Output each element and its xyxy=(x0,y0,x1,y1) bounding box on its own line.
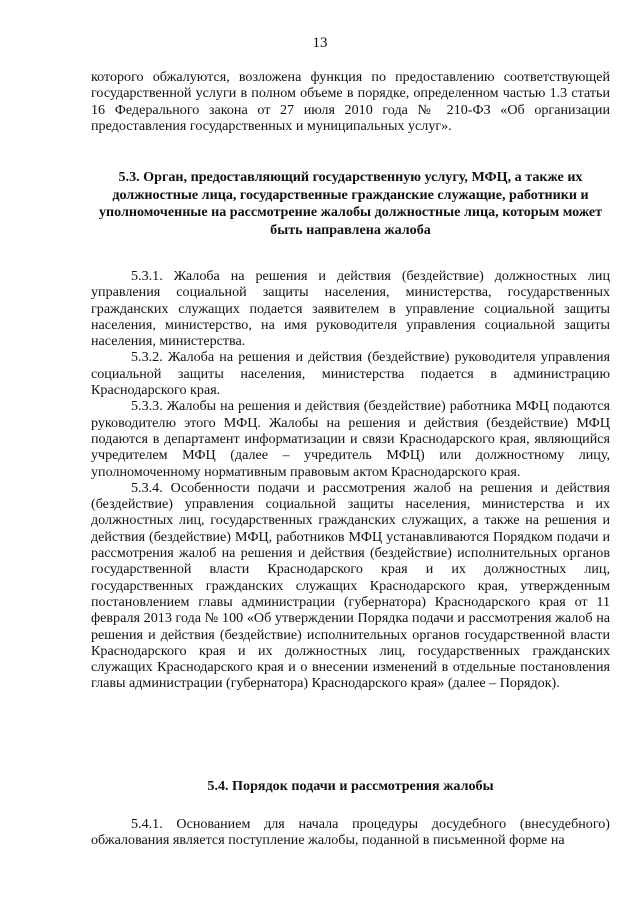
section-5-3-body xyxy=(91,268,610,692)
paragraph-5-3-1: 5.3.1. Жалоба на решения и действия (бездействие) должностных лиц управления социальной защиты населения, министерства, государственных гражданских служащих подается заявителем в управление социальной защиты населения, министерство, на имя руководителя управления социальной защиты населения, министерства. xyxy=(91,268,610,350)
paragraph-5-3-3: 5.3.3. Жалобы на решения и действия (бездействие) работника МФЦ подаются руководителю этого МФЦ. Жалобы на решения и действия (бездействие) МФЦ подаются в департамент информатизации и связи Краснодарского края, являющийся учредителем МФЦ (далее – учредитель МФЦ) или должностному лицу, уполномоченному нормативным правовым актом Краснодарского края. xyxy=(91,398,610,480)
paragraph-5-4-1: 5.4.1. Основанием для начала процедуры досудебного (внесудебного) обжалования является поступление жалобы, поданной в письменной форме на xyxy=(91,816,610,849)
page-number: 13 xyxy=(312,35,328,51)
section-5-3-heading: 5.3. Орган, предоставляющий государственную услугу, МФЦ, а также их должностные лица, государственные гражданские служащие, работники и уполномоченные на рассмотрение жалобы должностные лица, которым может быть направлена жалоба xyxy=(98,169,603,238)
paragraph-5-3-2: 5.3.2. Жалоба на решения и действия (бездействие) руководителя управления социальной защиты населения, министерства подается в администрацию Краснодарского края. xyxy=(91,349,610,399)
intro-paragraph: которого обжалуются, возложена функция по предоставлению соответствующей государственной услуги в полном объеме в порядке, определенном частью 1.3 статьи 16 Федерального закона от 27 июля 2010 года № 210-ФЗ «Об организации предоставления государственных и муниципальных услуг». xyxy=(91,69,610,134)
paragraph-5-3-4: 5.3.4. Особенности подачи и рассмотрения жалоб на решения и действия (бездействие) управления социальной защиты населения, министерства и их должностных лиц, государственных гражданских служащих, а также на решения и действия (бездействие) МФЦ, работников МФЦ устанавливаются Порядком подачи и рассмотрения жалоб на решения и действия (бездействие) исполнительных органов государственной власти Краснодарского края и их должностных лиц, государственных гражданских служащих Краснодарского края, утвержденным постановлением главы администрации (губернатора) Краснодарского края от 11 февраля 2013 года № 100 «Об утверждении Порядка подачи и рассмотрения жалоб на решения и действия (бездействие) исполнительных органов государственной власти Краснодарского края и их должностных лиц, государственных гражданских служащих Краснодарского края и о внесении изменений в отдельные постановления главы администрации (губернатора) Краснодарского края» (далее – Порядок). xyxy=(91,479,610,692)
section-5-4-heading: 5.4. Порядок подачи и рассмотрения жалобы xyxy=(207,778,494,794)
section-5-4-body xyxy=(91,816,610,849)
intro-block xyxy=(91,69,610,134)
